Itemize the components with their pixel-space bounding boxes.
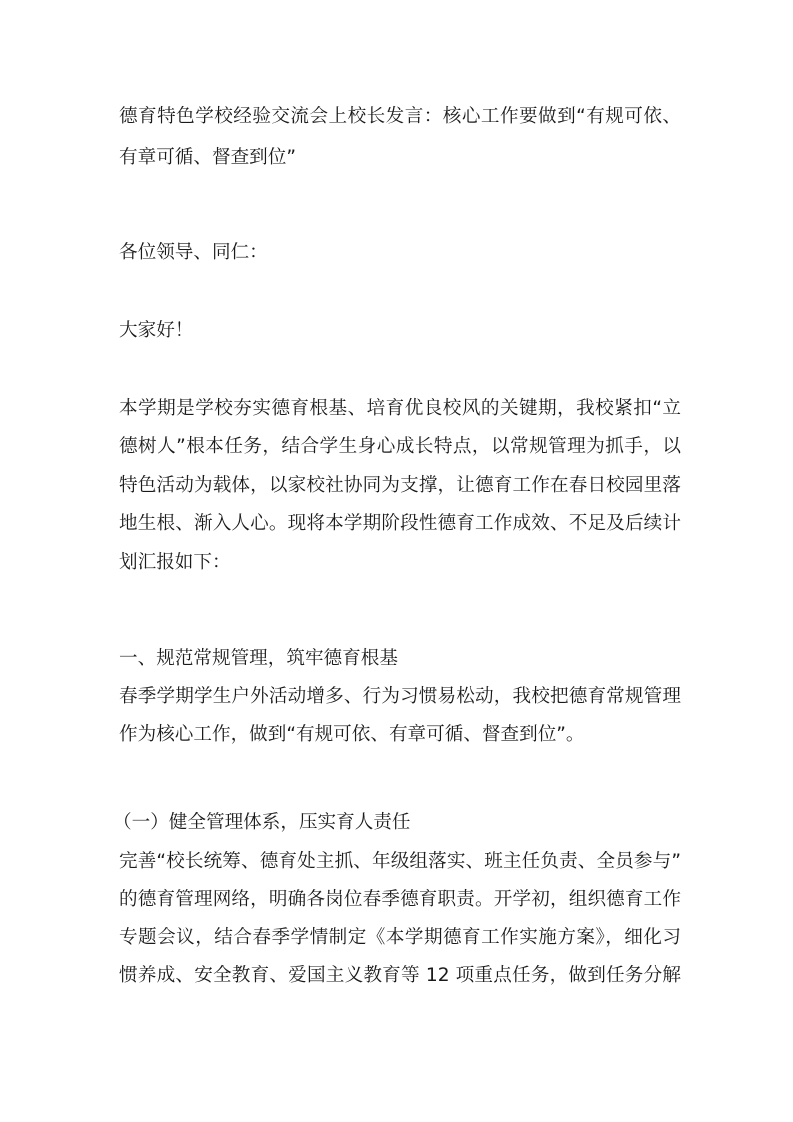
- intro-line: 德树人”根本任务，结合学生身心成长特点，以常规管理为抓手，以: [119, 436, 681, 457]
- greeting: 大家好！: [119, 320, 194, 341]
- section-line: 春季学期学生户外活动增多、行为习惯易松动，我校把德育常规管理: [119, 686, 681, 707]
- title-line-2: 有章可循、督查到位”: [119, 147, 296, 168]
- subsection-line: 专题会议，结合春季学情制定《本学期德育工作实施方案》，细化习: [119, 927, 681, 948]
- intro-line: 划汇报如下：: [119, 552, 231, 573]
- subsection-line: 的德育管理网络，明确各岗位春季德育职责。开学初，组织德育工作: [119, 889, 681, 910]
- title-line-1: 德育特色学校经验交流会上校长发言：核心工作要做到“有规可依、: [119, 106, 681, 127]
- intro-line: 本学期是学校夯实德育根基、培育优良校风的关键期，我校紧扣“立: [119, 398, 681, 419]
- intro-line: 特色活动为载体，以家校社协同为支撑，让德育工作在春日校园里落: [119, 475, 681, 496]
- subsection-line: 完善“校长统筹、德育处主抓、年级组落实、班主任负责、全员参与”: [119, 851, 681, 872]
- intro-line: 地生根、渐入人心。现将本学期阶段性德育工作成效、不足及后续计: [119, 513, 681, 534]
- subsection-heading: （一）健全管理体系，压实育人责任: [113, 812, 411, 833]
- section-heading: 一、规范常规管理，筑牢德育根基: [119, 648, 398, 669]
- subsection-line: 惯养成、安全教育、爱国主义教育等 12 项重点任务，做到任务分解: [119, 965, 681, 986]
- section-line: 作为核心工作，做到“有规可依、有章可循、督查到位”。: [119, 724, 585, 745]
- salutation: 各位领导、同仁：: [119, 242, 268, 263]
